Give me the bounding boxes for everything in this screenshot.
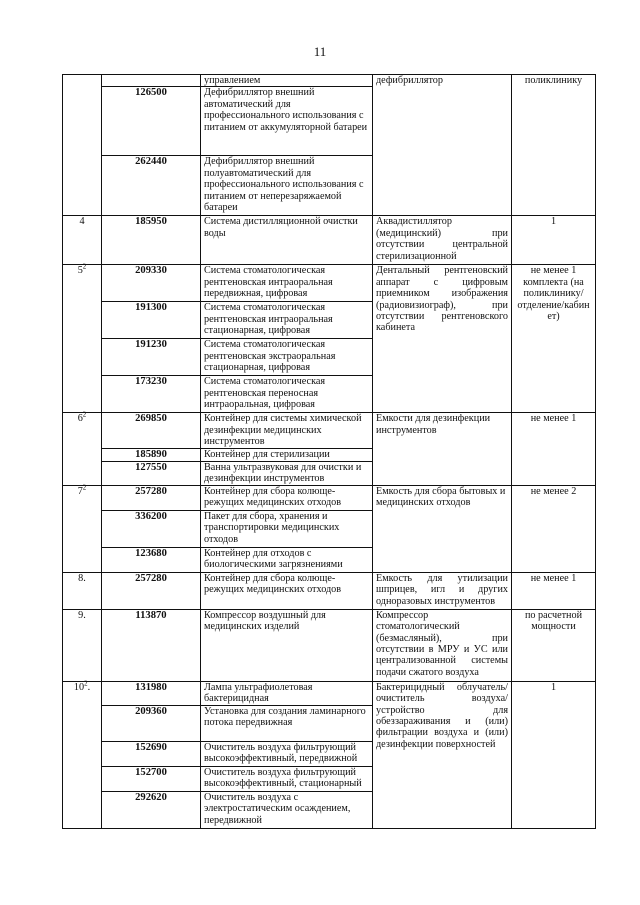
equipment-cell: Бактерицидный облучатель/очиститель воздуха/устройство для обеззараживания и (или) фильтрации воздуха и (или) дезинфекции поверхностей [373, 681, 512, 828]
quantity-cell: не менее 1 [512, 572, 596, 609]
footnote-mark: 2 [82, 263, 87, 272]
row-number: 10 [73, 681, 85, 693]
code-cell: 257280 [102, 485, 201, 510]
code-cell: 113870 [102, 609, 201, 681]
footnote-mark: 2 [82, 411, 87, 420]
device-name-cell: управлением [201, 75, 373, 87]
code-cell: 257280 [102, 572, 201, 609]
quantity-cell: не менее 2 [512, 485, 596, 572]
device-name-cell: Контейнер для сбора колюще-режущих медицинских отходов [201, 485, 373, 510]
device-name-cell: Система стоматологическая рентгеновская переносная интраоральная, цифровая [201, 376, 373, 413]
row-number: 7 [77, 485, 83, 497]
code-cell: 262440 [102, 156, 201, 216]
device-name-cell: Лампа ультрафиолетовая бактерицидная [201, 681, 373, 705]
row-number-cell: 8. [63, 572, 102, 609]
row-number-cell: 9. [63, 609, 102, 681]
device-name-cell: Система дистилляционной очистки воды [201, 216, 373, 265]
code-cell: 152690 [102, 741, 201, 766]
table-row [63, 572, 596, 609]
table-row [63, 681, 596, 705]
code-cell: 209330 [102, 265, 201, 302]
code-cell: 123680 [102, 547, 201, 572]
code-cell: 126500 [102, 87, 201, 156]
quantity-cell: не менее 1 комплекта (на поликлинику/ отделение/кабин ет) [512, 265, 596, 413]
code-cell: 152700 [102, 766, 201, 791]
row-number: 6 [77, 413, 83, 425]
table-row [63, 485, 596, 510]
code-cell: 173230 [102, 376, 201, 413]
code-cell: 292620 [102, 791, 201, 828]
code-cell: 185950 [102, 216, 201, 265]
row-number: 5 [77, 265, 83, 277]
code-cell: 131980 [102, 681, 201, 705]
quantity-cell: по расчетной мощности [512, 609, 596, 681]
quantity-cell: не менее 1 [512, 413, 596, 485]
code-cell: 191230 [102, 339, 201, 376]
equipment-cell: Емкость для утилизации шприцев, игл и других одноразовых инструментов [373, 572, 512, 609]
table-row [63, 609, 596, 681]
device-name-cell: Очиститель воздуха с электростатическим осаждением, передвижной [201, 791, 373, 828]
equipment-table [62, 74, 596, 829]
code-cell: 269850 [102, 413, 201, 449]
quantity-cell: 1 [512, 216, 596, 265]
device-name-cell: Система стоматологическая рентгеновская экстраоральная стационарная, цифровая [201, 339, 373, 376]
row-number-cell [63, 265, 102, 413]
device-name-cell: Ванна ультразвуковая для очистки и дезинфекции инструментов [201, 461, 373, 485]
device-name-cell: Очиститель воздуха фильтрующий высокоэффективный, стационарный [201, 766, 373, 791]
code-cell: 185890 [102, 449, 201, 461]
device-name-cell: Система стоматологическая рентгеновская интраоральная передвижная, цифровая [201, 265, 373, 302]
device-name-cell: Контейнер для системы химической дезинфекции медицинских инструментов [201, 413, 373, 449]
quantity-cell: поликлинику [512, 75, 596, 216]
device-name-cell: Дефибриллятор внешний автоматический для профессионального использования с питанием от аккумуляторной батареи [201, 87, 373, 156]
device-name-cell: Установка для создания ламинарного потока передвижная [201, 705, 373, 741]
device-name-cell: Дефибриллятор внешний полуавтоматический для профессионального использования с питанием от неперезаряжаемой батареи [201, 156, 373, 216]
equipment-cell: Дентальный рентгеновский аппарат с цифровым приемником изображения (радиовизиограф), при отсутствии рентгеновского кабинета [373, 265, 512, 413]
equipment-cell: Аквадистиллятор (медицинский) при отсутствии центральной стерилизационной [373, 216, 512, 265]
equipment-cell: Емкости для дезинфекции инструментов [373, 413, 512, 485]
quantity-cell: 1 [512, 681, 596, 828]
code-cell: 336200 [102, 510, 201, 547]
device-name-cell: Контейнер для сбора колюще-режущих медицинских отходов [201, 572, 373, 609]
code-cell: 209360 [102, 705, 201, 741]
table-row [63, 75, 596, 87]
device-name-cell: Пакет для сбора, хранения и транспортировки медицинских отходов [201, 510, 373, 547]
code-cell: 127550 [102, 461, 201, 485]
device-name-cell: Компрессор воздушный для медицинских изделий [201, 609, 373, 681]
table-row [63, 413, 596, 449]
code-cell [102, 75, 201, 87]
row-number-cell [63, 413, 102, 485]
footnote-mark: 2 [82, 483, 87, 492]
device-name-cell: Контейнер для стерилизации [201, 449, 373, 461]
row-number-cell: 4 [63, 216, 102, 265]
code-cell: 191300 [102, 302, 201, 339]
device-name-cell: Очиститель воздуха фильтрующий высокоэффективный, передвижной [201, 741, 373, 766]
equipment-cell: дефибриллятор [373, 75, 512, 216]
row-number-cell [63, 681, 102, 828]
equipment-cell: Емкость для сбора бытовых и медицинских отходов [373, 485, 512, 572]
footnote-mark: 2 [84, 679, 88, 688]
page-number: 11 [313, 44, 327, 59]
table-row [63, 216, 596, 265]
row-number-suffix: . [87, 681, 91, 693]
table-row [63, 265, 596, 302]
equipment-cell: Компрессор стоматологический (безмасляный), при отсутствии в МРУ и УС или централизованной системы подачи сжатого воздуха [373, 609, 512, 681]
row-number-cell [63, 75, 102, 216]
device-name-cell: Система стоматологическая рентгеновская интраоральная стационарная, цифровая [201, 302, 373, 339]
device-name-cell: Контейнер для отходов с биологическими загрязнениями [201, 547, 373, 572]
row-number-cell [63, 485, 102, 572]
